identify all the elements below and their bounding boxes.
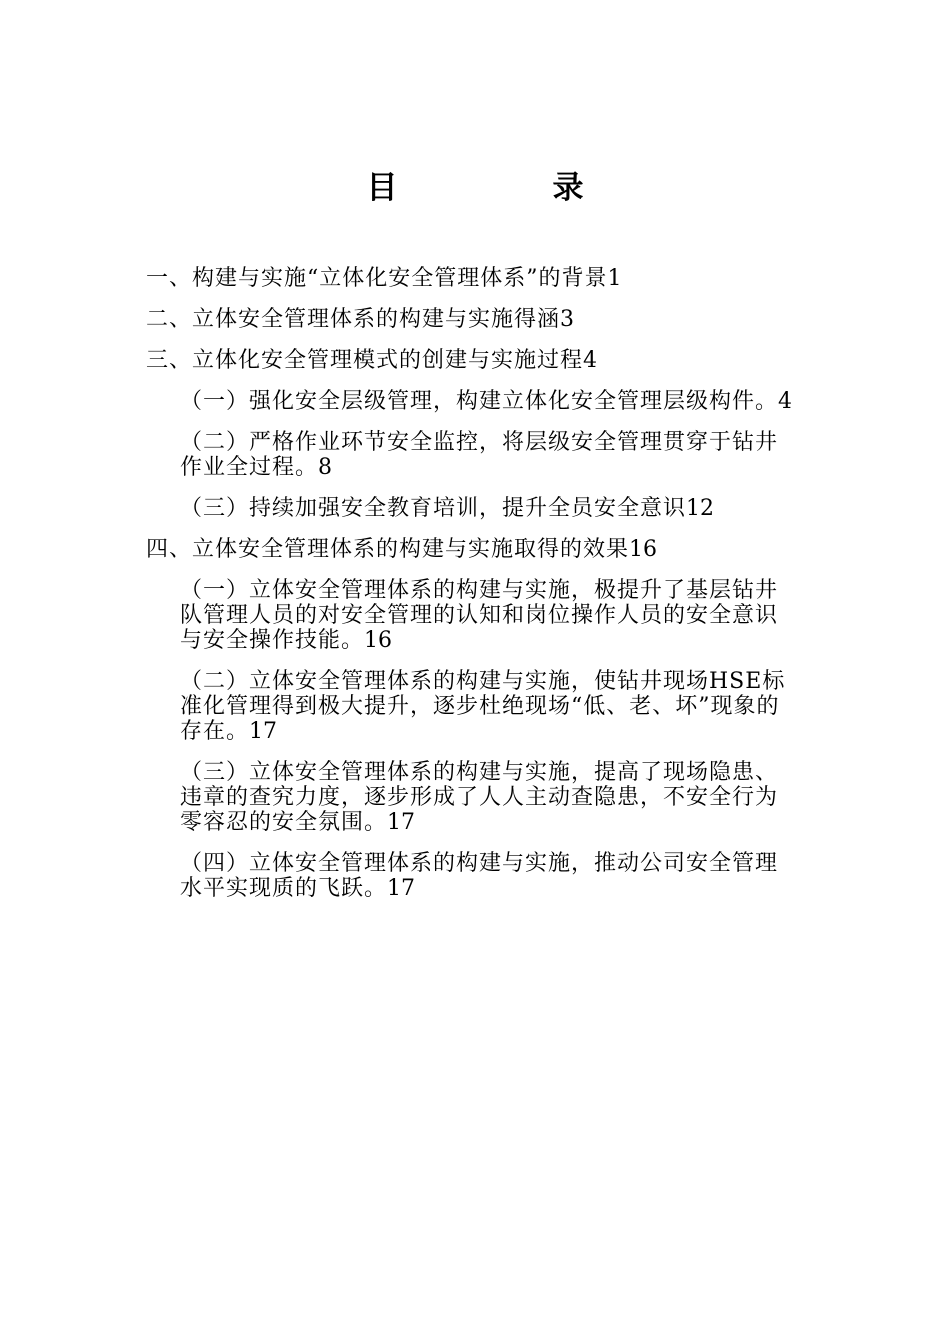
toc-entry[interactable] xyxy=(146,348,796,373)
toc-entry-page: 1 xyxy=(607,266,622,291)
toc-entry[interactable] xyxy=(146,669,796,744)
toc-entry-text: （三）立体安全管理体系的构建与实施，提高了现场隐患、违章的查究力度，逐步形成了人人主动查隐患，不安全行为零容忍的安全氛围。 xyxy=(180,760,779,835)
toc-entry-text: 三、立体化安全管理模式的创建与实施过程 xyxy=(146,348,584,373)
toc-entry[interactable] xyxy=(146,496,796,521)
toc-entry[interactable] xyxy=(146,578,796,653)
toc-entry-text: 二、立体安全管理体系的构建与实施得涵 xyxy=(146,307,561,332)
toc-entry[interactable] xyxy=(146,307,796,332)
toc-entry-page: 3 xyxy=(560,307,575,332)
toc-entry-page: 17 xyxy=(249,719,278,744)
toc-entry-text: （二）严格作业环节安全监控，将层级安全管理贯穿于钻井作业全过程。 xyxy=(180,430,779,480)
toc-entry-page: 8 xyxy=(318,455,333,480)
toc-entry-text: （一）立体安全管理体系的构建与实施，极提升了基层钻井队管理人员的对安全管理的认知和岗位操作人员的安全意识与安全操作技能。 xyxy=(180,578,779,653)
toc-entry[interactable] xyxy=(146,389,796,414)
toc-entry[interactable] xyxy=(146,430,796,480)
toc-entry-page: 16 xyxy=(364,628,393,653)
toc-entry-page: 4 xyxy=(778,389,793,414)
toc-list xyxy=(146,266,796,917)
toc-title: 目 录 xyxy=(366,170,646,206)
toc-entry-page: 17 xyxy=(387,876,416,901)
toc-entry[interactable] xyxy=(146,537,796,562)
toc-entry-text: （二）立体安全管理体系的构建与实施，使钻井现场HSE标准化管理得到极大提升，逐步杜绝现场“低、老、坏”现象的存在。 xyxy=(180,669,786,744)
toc-entry-text: （三）持续加强安全教育培训，提升全员安全意识 xyxy=(180,496,687,521)
toc-entry-text: （一）强化安全层级管理，构建立体化安全管理层级构件。 xyxy=(180,389,779,414)
toc-entry[interactable] xyxy=(146,851,796,901)
toc-entry-text: 一、构建与实施“立体化安全管理体系”的背景 xyxy=(146,266,608,291)
toc-entry-page: 4 xyxy=(583,348,598,373)
toc-entry-text: 四、立体安全管理体系的构建与实施取得的效果 xyxy=(146,537,630,562)
toc-entry-page: 12 xyxy=(686,496,715,521)
toc-entry-page: 17 xyxy=(387,810,416,835)
toc-entry[interactable] xyxy=(146,760,796,835)
toc-entry[interactable] xyxy=(146,266,796,291)
toc-entry-text: （四）立体安全管理体系的构建与实施，推动公司安全管理水平实现质的飞跃。 xyxy=(180,851,779,901)
toc-entry-page: 16 xyxy=(629,537,658,562)
